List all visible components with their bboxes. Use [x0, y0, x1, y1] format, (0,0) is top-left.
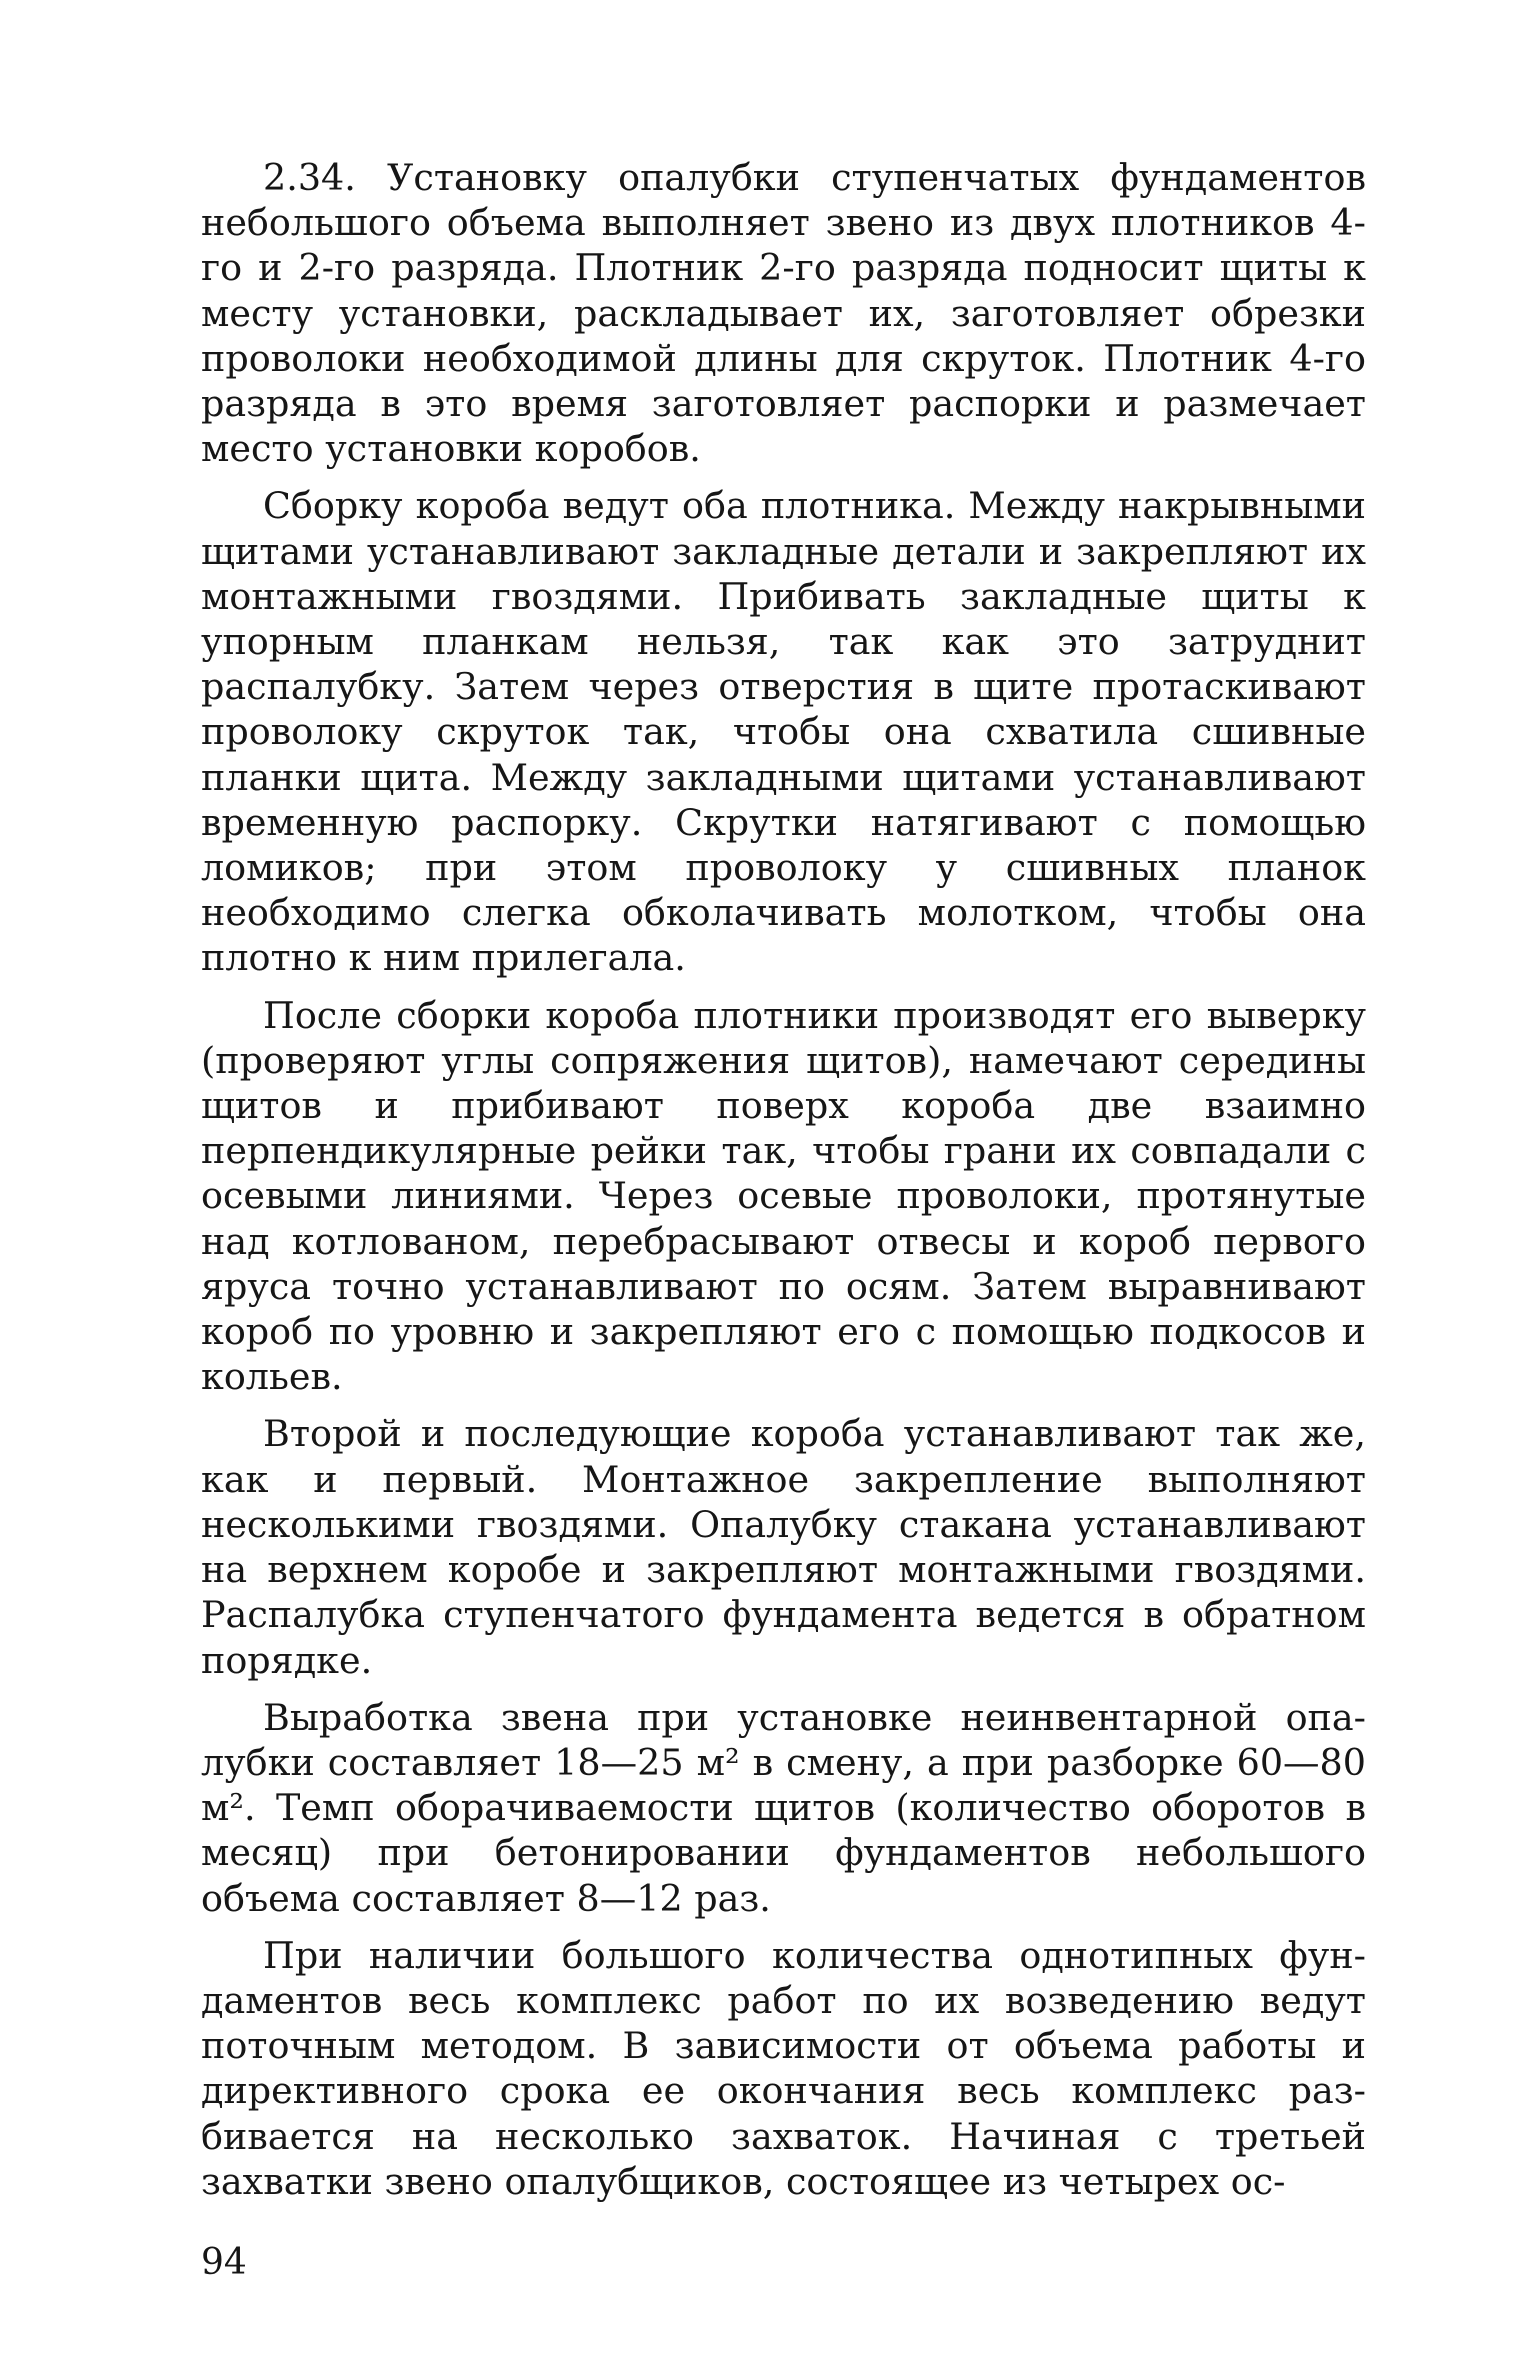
paragraph-flow-method: При наличии большого количества однотипных фундаментов весь комплекс работ по их возведению ведут поточным методом. В зависимости от объема работы и директивного срока ее окончания весь комплекс разбивается на несколько захваток. Начиная с третьей захватки звено опалубщиков, состоящее из четырех ос-: [201, 1933, 1366, 2203]
paragraph-subsequent-boxes: Второй и последующие короба устанавливают так же, как и первый. Монтажное закрепление выполняют несколькими гвоздями. Опалубку стакана устанавливают на верхнем коробе и закрепляют монтажными гвоздями. Распалубка ступенчатого фундамента ведется в обратном порядке.: [201, 1412, 1366, 1682]
paragraph-2-34: 2.34. Установку опалубки ступенчатых фундаментов небольшого объема выполняет звено из двух плотников 4-го и 2-го разряда. Плотник 2-го разряда подносит щиты к месту установки, раскладывает их, заготовляет обрезки проволоки необходимой длины для скруток. Плотник 4-го разряда в это время заготовляет распорки и размечает место установки коробов.: [201, 156, 1366, 471]
body-text: [201, 155, 1366, 2204]
paragraph-alignment: После сборки короба плотники производят его выверку (проверяют углы сопряжения щитов), намечают середины щитов и прибивают поверх короба две взаимно перпендикулярные рейки так, чтобы грани их совпадали с осевыми линиями. Через осевые проволоки, протянутые над котлованом, перебрасывают отвесы и короб первого яруса точно устанавливают по осям. Затем выравнивают короб по уровню и закрепляют его с помощью подкосов и кольев.: [201, 993, 1366, 1399]
page-number: 94: [201, 2242, 247, 2283]
paragraph-box-assembly: Сборку короба ведут оба плотника. Между накрывными щитами устанавливают закладные детали и закрепляют их монтажными гвоздями. Прибивать закладные щиты к упорным планкам нельзя, так как это затруднит распалубку. Затем через отверстия в щите протаскивают проволоку скруток так, чтобы она схватила сшивные планки щита. Между закладными щитами устанавливают временную распорку. Скрутки натягивают с помощью ломиков; при этом проволоку у сшивных планок необходимо слегка обколачивать молотком, чтобы она плотно к ним прилегала.: [201, 484, 1366, 980]
paragraph-productivity: Выработка звена при установке неинвентарной опалубки составляет 18—25 м² в смену, а при разборке 60—80 м². Темп оборачиваемости щитов (количество оборотов в месяц) при бетонировании фундаментов небольшого объема составляет 8—12 раз.: [201, 1695, 1366, 1920]
